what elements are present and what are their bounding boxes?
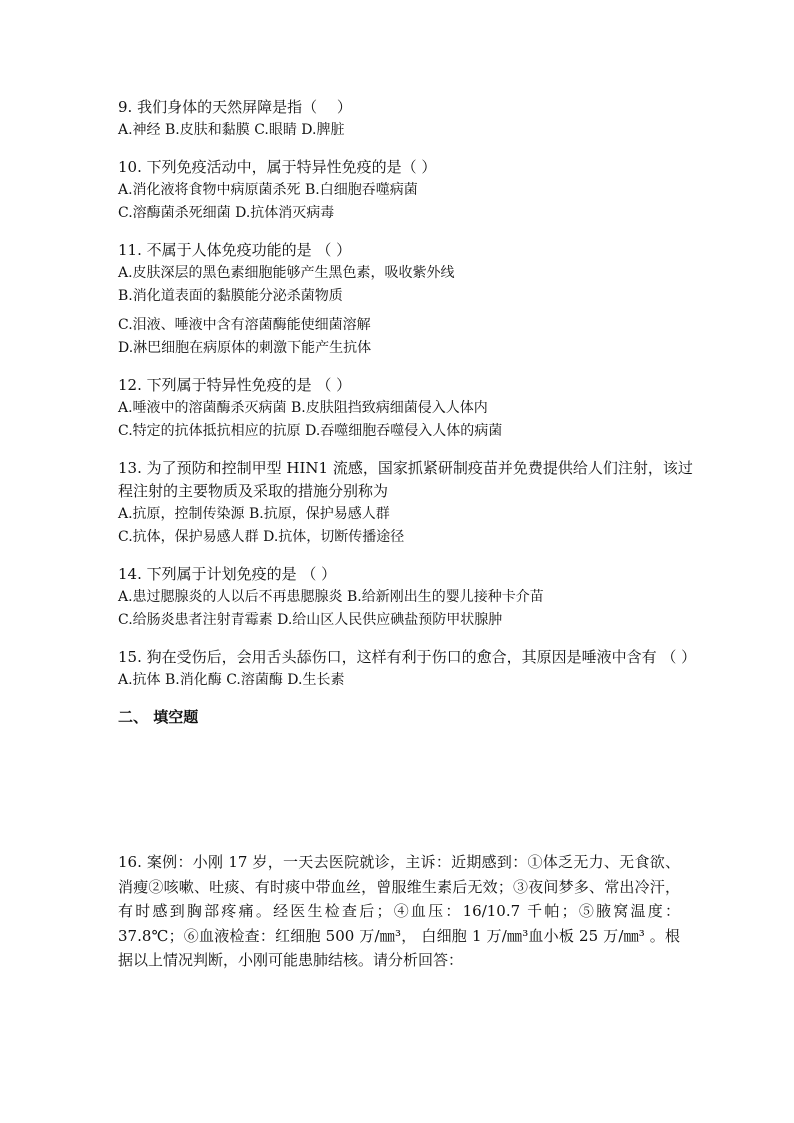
section-title: 二、 填空题	[118, 708, 199, 726]
question-options: C.特定的抗体抵抗相应的抗原 D.吞噬细胞吞噬侵入人体的病菌	[118, 423, 503, 439]
question-options: A.唾液中的溶菌酶杀灭病菌 B.皮肤阻挡致病细菌侵入人体内	[118, 400, 488, 416]
question-options: A.抗体 B.消化酶 C.溶菌酶 D.生长素	[118, 672, 345, 688]
question-options: A.神经 B.皮肤和黏膜 C.眼睛 D.脾脏	[118, 122, 345, 138]
question-stem: 11. 不属于人体免疫功能的是 （ ）	[118, 241, 352, 259]
question-9	[118, 96, 698, 142]
question-options: C.抗体，保护易感人群 D.抗体，切断传播途径	[118, 529, 405, 545]
question-11	[118, 239, 698, 360]
question-stem: 13. 为了预防和控制甲型 HIN1 流感，国家抓紧研制疫苗并免费提供给人们注射，该过程注射的主要物质及采取的措施分别称为	[118, 459, 693, 500]
case-study-question-16: 16. 案例：小刚 17 岁，一天去医院就诊，主诉：近期感到：①体乏无力、无食欲、消瘦②咳嗽、吐痰、有时痰中带血丝，曾服维生素后无效；③夜间梦多、常出冷汗，有时感到胸部疼痛。经医生检查后；④血压：16/10.7 千帕；⑤腋窝温度：37.8℃；⑥血液检查：红细胞 500 万/㎜³， 白细胞 1 万/㎜³血小板 25 万/㎜³ 。根据以上情况判断，小刚可能患肺结核。请分析回答：	[118, 853, 680, 969]
question-option: C.泪液、唾液中含有溶菌酶能使细菌溶解	[118, 317, 371, 333]
question-stem: 15. 狗在受伤后，会用舌头舔伤口，这样有利于伤口的愈合，其原因是唾液中含有 （ ）	[118, 648, 697, 666]
question-options: C.给肠炎患者注射青霉素 D.给山区人民供应碘盐预防甲状腺肿	[118, 612, 503, 628]
question-13	[118, 457, 698, 549]
question-10	[118, 156, 698, 225]
question-list	[118, 96, 698, 729]
question-stem: 14. 下列属于计划免疫的是 （ ）	[118, 565, 337, 583]
question-14	[118, 563, 698, 632]
question-option: B.消化道表面的黏膜能分泌杀菌物质	[118, 288, 343, 304]
question-option: D.淋巴细胞在病原体的刺激下能产生抗体	[118, 340, 372, 356]
question-15	[118, 646, 698, 692]
question-stem: 10. 下列免疫活动中，属于特异性免疫的是（ ）	[118, 158, 437, 176]
question-option: A.皮肤深层的黑色素细胞能够产生黑色素，吸收紫外线	[118, 265, 455, 281]
question-options: A.消化液将食物中病原菌杀死 B.白细胞吞噬病菌	[118, 182, 418, 198]
question-stem: 9. 我们身体的天然屏障是指（ ）	[118, 98, 352, 116]
question-stem: 12. 下列属于特异性免疫的是 （ ）	[118, 376, 352, 394]
question-12	[118, 374, 698, 443]
question-options: A.患过腮腺炎的人以后不再患腮腺炎 B.给新刚出生的婴儿接种卡介苗	[118, 589, 544, 605]
question-options: A.抗原，控制传染源 B.抗原，保护易感人群	[118, 506, 390, 522]
question-options: C.溶酶菌杀死细菌 D.抗体消灭病毒	[118, 205, 335, 221]
